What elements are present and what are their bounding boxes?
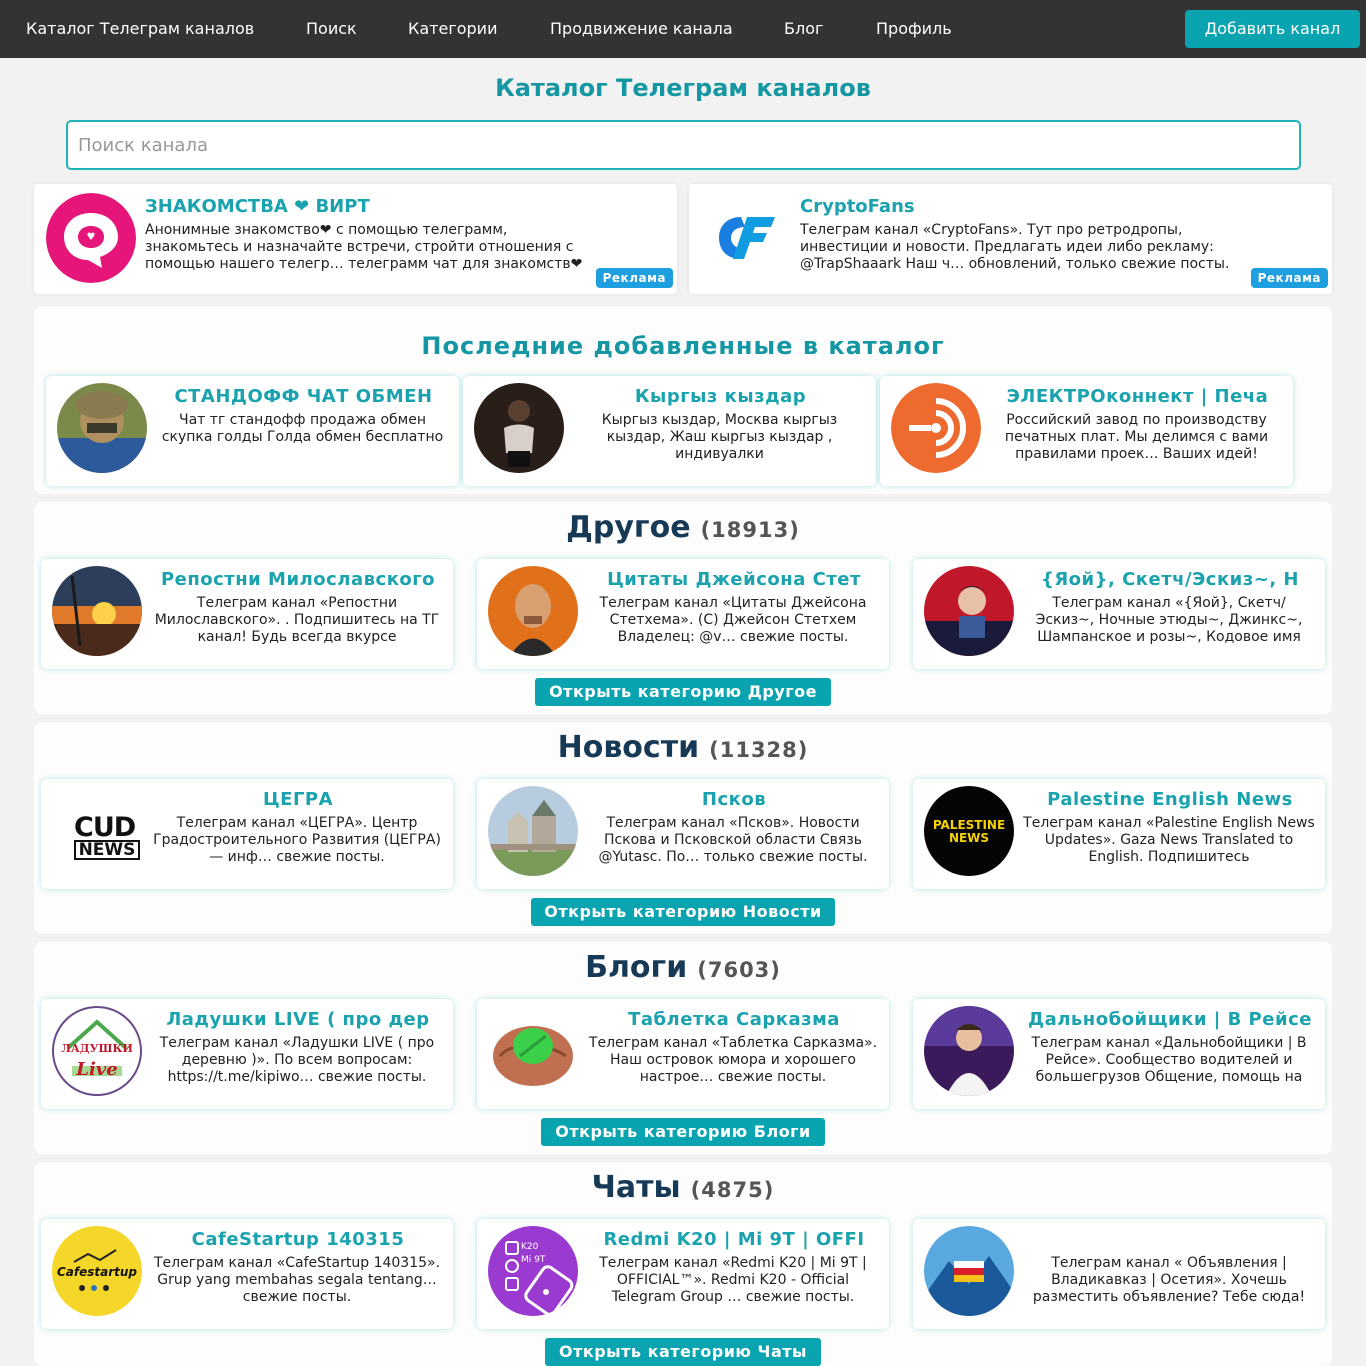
channel-description: Телеграм канал «Дальнобойщики | В Рейсе». Сообщество водителей и большегрузов Общение, помощь на — [1031, 1035, 1307, 1085]
channel-title[interactable]: СТАНДОФФ ЧАТ ОБМЕН — [174, 386, 433, 407]
latest-section-title: Последние добавленные в каталог — [421, 332, 945, 360]
channel-description: Телеграм канал «Таблетка Сарказма». Наш островок юмора и хорошего настрое… свежие посты. — [588, 1035, 878, 1085]
channel-title[interactable]: Репостни Милославского — [160, 569, 436, 590]
channel-description: Чат тг стандофф продажа обмен скупка голды Голда обмен бесплатно — [161, 412, 444, 445]
add-channel-button[interactable]: Добавить канал — [1185, 10, 1360, 48]
cud-news-logo-icon: CUD NEWS — [52, 786, 142, 876]
channel-title[interactable]: CafeStartup 140315 — [191, 1229, 405, 1250]
category-title — [34, 1170, 1332, 1205]
category-count: (18913) — [700, 518, 800, 542]
category-name: Чаты — [591, 1170, 681, 1205]
channel-title[interactable]: {Яой}, Скетч/Эскиз~, Н — [1041, 569, 1299, 590]
open-category-other-button[interactable]: Открыть категорию Другое — [535, 678, 831, 706]
channel-description: Телеграм канал «Псков». Новости Пскова и Псковской области Связь @Yutasc. По… только свежие посты. — [598, 815, 868, 865]
channel-avatar — [488, 566, 578, 656]
circuit-logo-icon — [891, 383, 981, 473]
latest-channel-card[interactable] — [463, 376, 876, 486]
channel-card[interactable] — [913, 999, 1325, 1109]
ad-card-cryptofans[interactable] — [689, 184, 1332, 294]
channel-avatar — [924, 566, 1014, 656]
channel-title[interactable]: Цитаты Джейсона Стет — [607, 569, 861, 590]
channel-card[interactable] — [41, 779, 453, 889]
ad-badge: Реклама — [1251, 268, 1328, 288]
nav-search-link[interactable]: Поиск — [306, 19, 357, 38]
channel-card[interactable] — [913, 1219, 1325, 1329]
channel-card[interactable] — [477, 779, 889, 889]
channel-description: Кыргыз кыздар, Москва кыргыз кыздар, Жаш кыргыз кыздар , индивуалки — [601, 412, 838, 462]
channel-avatar — [52, 566, 142, 656]
channel-card[interactable] — [477, 559, 889, 669]
ad-title[interactable]: CryptoFans — [800, 196, 915, 217]
channel-description: Телеграм канал «{Яой}, Скетч/Эскиз~, Ночные этюды~, Джинкс~, Шампанское и розы~, Кодовое имя — [1035, 595, 1303, 645]
cafestartup-logo-icon: Cafestartup — [52, 1226, 142, 1316]
nav-categories-link[interactable]: Категории — [408, 19, 498, 38]
ladushki-logo-icon: ЛАДУШКИ Live — [52, 1006, 142, 1096]
channel-description: Телеграм канал «Ладушки LIVE ( про деревню )». По всем вопросам: https://t.me/kipiwo… свежие посты. — [159, 1035, 435, 1085]
ad-title[interactable]: ЗНАКОМСТВА ❤ ВИРТ — [145, 196, 370, 217]
category-title — [34, 950, 1332, 985]
channel-avatar — [488, 786, 578, 876]
channel-description: Телеграм канал « Объявления | Владикавказ | Осетия». Хочешь разместить объявление? Тебе сюда! — [1032, 1255, 1306, 1305]
category-count: (11328) — [709, 738, 809, 762]
nav-blog-link[interactable]: Блог — [784, 19, 824, 38]
channel-title[interactable]: Ладушки LIVE ( про дер — [166, 1009, 430, 1030]
category-count: (4875) — [690, 1178, 775, 1202]
channel-title[interactable]: ЭЛЕКТРОконнект | Печа — [1006, 386, 1269, 407]
channel-avatar — [474, 383, 564, 473]
ad-description: Телеграм канал «CryptoFans». Тут про ретродропы, инвестиции и новости. Предлагать идеи либо рекламу: @TrapShaaark Наш ч… обновлений, только свежие посты. — [800, 222, 1230, 272]
top-navbar — [0, 0, 1366, 58]
mountain-flag-icon — [924, 1226, 1014, 1316]
channel-description: Телеграм канал «ЦЕГРА». Центр Градостроительного Развития (ЦЕГРА) — инф… свежие посты. — [153, 815, 441, 865]
channel-title[interactable]: Таблетка Сарказма — [628, 1009, 840, 1030]
ad-description: Анонимные знакомство❤ с помощью телеграмм, знакомьтесь и назначайте встречи, стройти отношения с помощью нашего телегр… телеграмм чат для знакомств❤ — [145, 222, 583, 272]
ad-card-dating[interactable] — [34, 184, 677, 294]
page-title: Каталог Телеграм каналов — [495, 74, 871, 102]
channel-card[interactable] — [41, 559, 453, 669]
channel-description: Телеграм канал «Palestine English News Updates». Gaza News Translated to English. Подпишитесь — [1023, 815, 1315, 865]
channel-title[interactable]: Кыргыз кыздар — [634, 386, 807, 407]
channel-card[interactable] — [41, 1219, 453, 1329]
ad-badge: Реклама — [596, 268, 673, 288]
cf-logo-icon — [701, 193, 791, 283]
brain-pill-icon — [488, 1006, 578, 1096]
channel-avatar — [57, 383, 147, 473]
category-title — [34, 510, 1332, 545]
open-category-chats-button[interactable]: Открыть категорию Чаты — [545, 1338, 821, 1366]
channel-title[interactable]: Дальнобойщики | В Рейсе — [1028, 1009, 1312, 1030]
channel-avatar — [924, 1006, 1014, 1096]
channel-search-input[interactable] — [66, 120, 1301, 170]
channel-card[interactable] — [41, 999, 453, 1109]
channel-card[interactable] — [477, 999, 889, 1109]
channel-card[interactable] — [477, 1219, 889, 1329]
category-title — [34, 730, 1332, 765]
channel-card[interactable] — [913, 779, 1325, 889]
palestine-news-logo-icon: PALESTINE NEWS — [924, 786, 1014, 876]
channel-title[interactable]: Redmi K20 | Mi 9T | OFFI — [603, 1229, 865, 1250]
open-category-news-button[interactable]: Открыть категорию Новости — [531, 898, 835, 926]
category-name: Другое — [566, 510, 691, 545]
nav-brand-link[interactable]: Каталог Телеграм каналов — [26, 19, 255, 38]
nav-promotion-link[interactable]: Продвижение канала — [550, 19, 733, 38]
category-name: Новости — [557, 730, 700, 765]
channel-description: Телеграм канал «Репостни Милославского». . Подпишитесь на ТГ канал! Будь всегда вкурсе — [154, 595, 440, 645]
channel-description: Телеграм канал «Цитаты Джейсона Стетхема». (C) Джейсон Стетхем Владелец: @v… свежие посты. — [599, 595, 867, 645]
nav-profile-link[interactable]: Профиль — [876, 19, 952, 38]
category-count: (7603) — [697, 958, 781, 982]
channel-title[interactable]: ЦЕГРА — [262, 789, 334, 810]
latest-channel-card[interactable] — [46, 376, 459, 486]
redmi-logo-icon: K20 Mi 9T — [488, 1226, 578, 1316]
channel-card[interactable] — [913, 559, 1325, 669]
latest-channel-card[interactable] — [880, 376, 1293, 486]
open-category-blogs-button[interactable]: Открыть категорию Блоги — [541, 1118, 825, 1146]
channel-description: Телеграм канал «Redmi K20 | Mi 9T | OFFICIAL™». Redmi K20 - Official Telegram Group … свежие посты. — [599, 1255, 867, 1305]
category-name: Блоги — [585, 950, 688, 985]
channel-title[interactable]: Palestine English News — [1047, 789, 1293, 810]
channel-title[interactable]: Псков — [701, 789, 767, 810]
channel-description: Российский завод по производству печатных плат. Мы делимся с вами правилами проек… Ваших идей! — [1004, 412, 1269, 462]
channel-description: Телеграм канал «CafeStartup 140315». Grup yang membahas segala tentang… свежие посты. — [153, 1255, 441, 1305]
chat-bubble-icon — [46, 193, 136, 283]
